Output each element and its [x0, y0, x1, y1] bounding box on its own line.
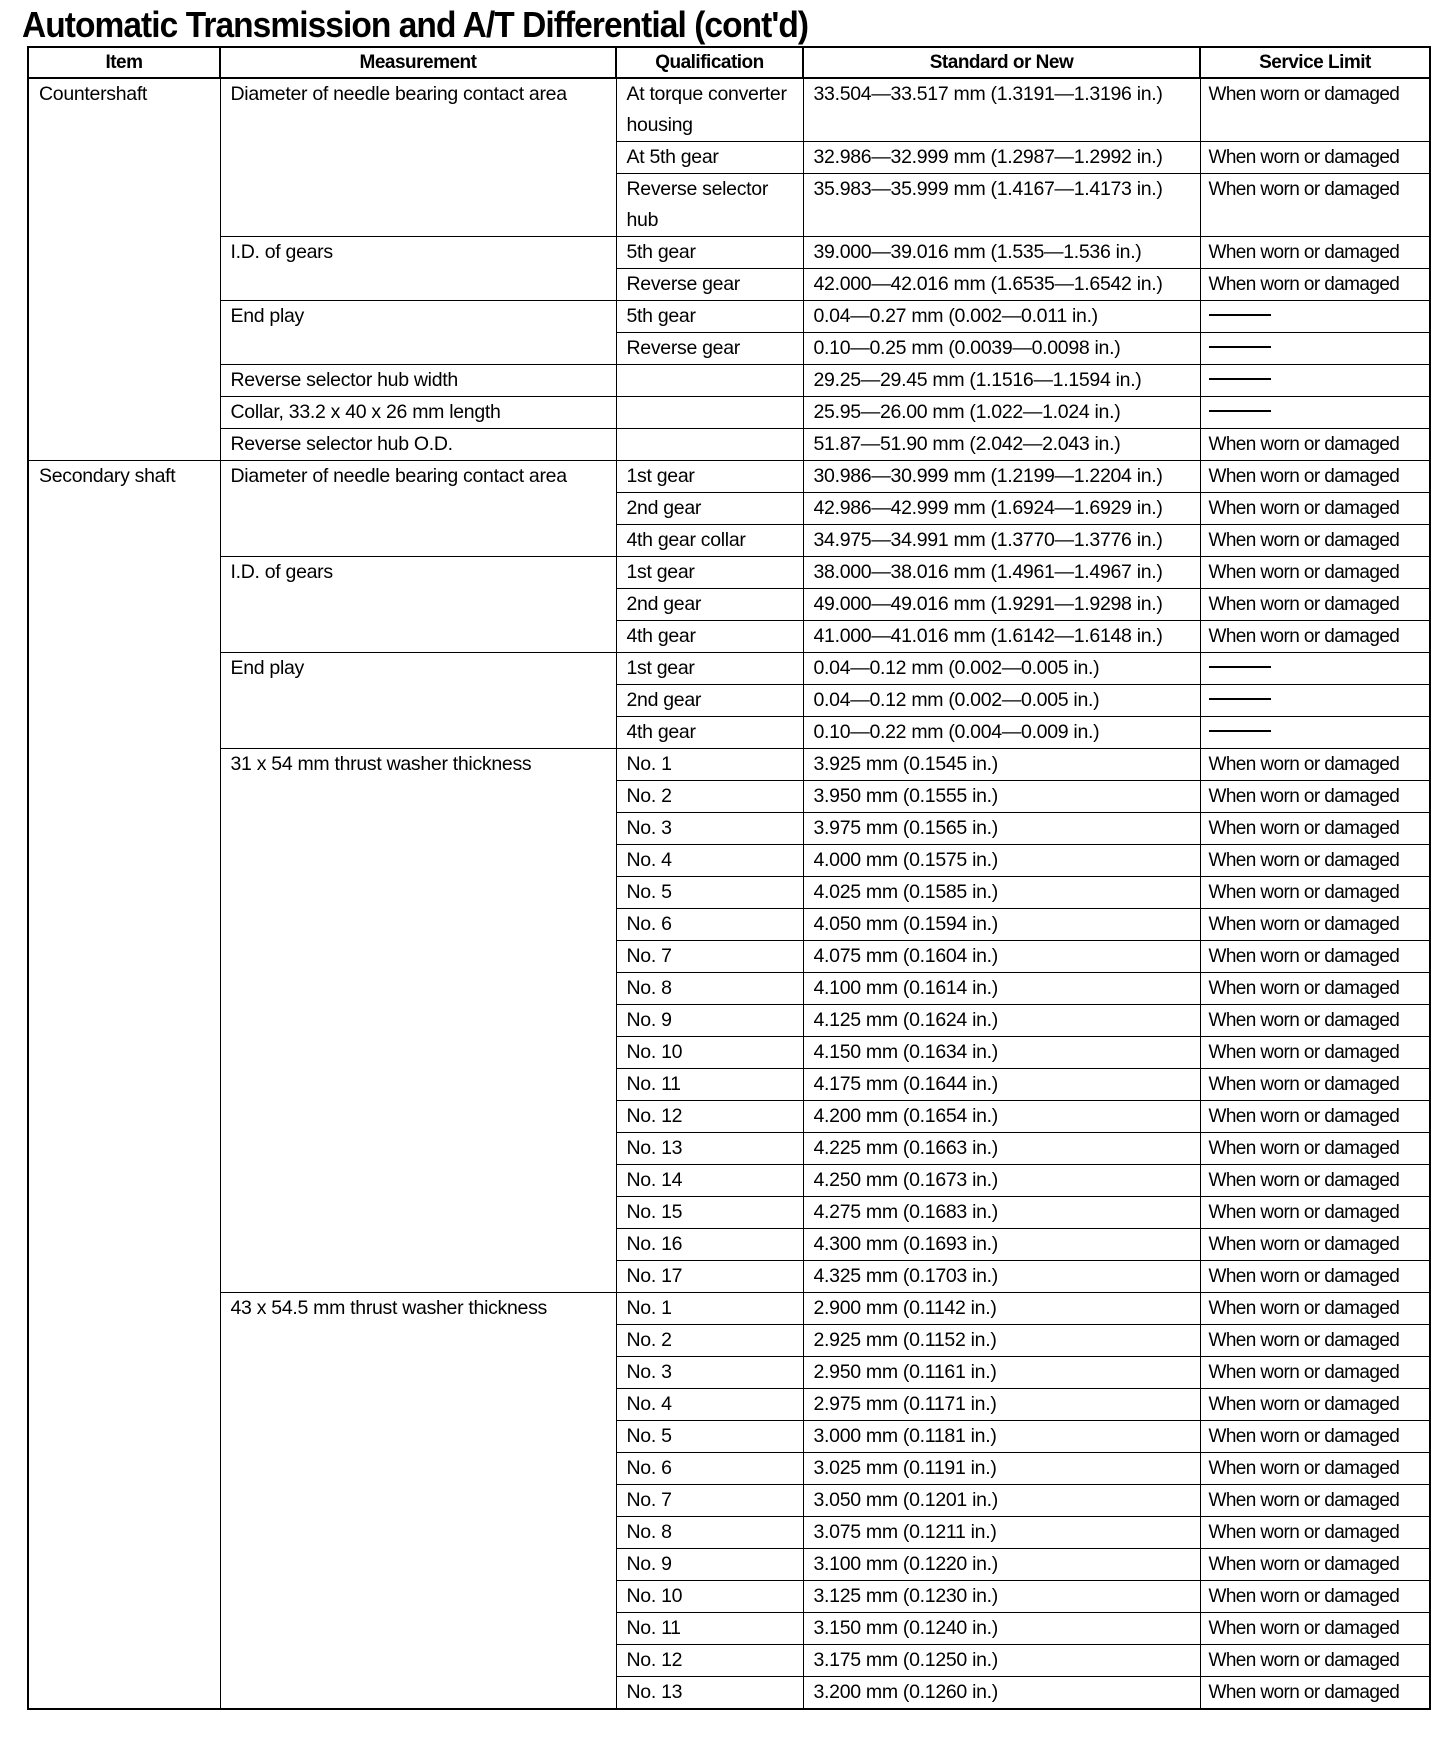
service-limit-cell	[1200, 397, 1430, 429]
qualification-cell: No. 7	[616, 1485, 803, 1517]
service-limit-cell: When worn or damaged	[1200, 909, 1430, 941]
qualification-cell: No. 12	[616, 1645, 803, 1677]
table-row	[28, 365, 1430, 397]
standard-value-cell: 0.10—0.25 mm (0.0039—0.0098 in.)	[803, 333, 1200, 365]
qualification-cell: No. 2	[616, 781, 803, 813]
qualification-cell: No. 1	[616, 749, 803, 781]
standard-value-cell: 4.200 mm (0.1654 in.)	[803, 1101, 1200, 1133]
table-row	[28, 78, 1430, 142]
service-limit-cell: When worn or damaged	[1200, 941, 1430, 973]
service-limit-cell: When worn or damaged	[1200, 1549, 1430, 1581]
page-title: Automatic Transmission and A/T Differential (cont'd)	[22, 4, 809, 45]
qualification-cell: 4th gear	[616, 621, 803, 653]
service-limit-cell	[1200, 365, 1430, 397]
standard-value-cell: 2.950 mm (0.1161 in.)	[803, 1357, 1200, 1389]
standard-value-cell: 35.983—35.999 mm (1.4167—1.4173 in.)	[803, 174, 1200, 237]
service-limit-cell	[1200, 685, 1430, 717]
standard-value-cell: 3.100 mm (0.1220 in.)	[803, 1549, 1200, 1581]
service-limit-cell: When worn or damaged	[1200, 1005, 1430, 1037]
standard-value-cell: 25.95—26.00 mm (1.022—1.024 in.)	[803, 397, 1200, 429]
table-row	[28, 301, 1430, 333]
service-limit-cell: When worn or damaged	[1200, 1197, 1430, 1229]
qualification-cell: No. 10	[616, 1037, 803, 1069]
standard-value-cell: 4.250 mm (0.1673 in.)	[803, 1165, 1200, 1197]
column-header-service-limit: Service Limit	[1200, 47, 1430, 78]
qualification-cell: At torque converter housing	[616, 78, 803, 142]
standard-value-cell: 3.150 mm (0.1240 in.)	[803, 1613, 1200, 1645]
column-header-standard: Standard or New	[803, 47, 1200, 78]
qualification-cell: 5th gear	[616, 301, 803, 333]
not-applicable-dash-icon	[1209, 730, 1271, 732]
qualification-cell: No. 10	[616, 1581, 803, 1613]
service-limit-cell: When worn or damaged	[1200, 1133, 1430, 1165]
qualification-cell: 1st gear	[616, 653, 803, 685]
qualification-cell: 1st gear	[616, 557, 803, 589]
standard-value-cell: 49.000—49.016 mm (1.9291—1.9298 in.)	[803, 589, 1200, 621]
service-limit-cell: When worn or damaged	[1200, 1677, 1430, 1710]
qualification-cell: No. 15	[616, 1197, 803, 1229]
specifications-table	[27, 46, 1431, 1710]
qualification-cell: No. 13	[616, 1133, 803, 1165]
service-limit-cell: When worn or damaged	[1200, 1421, 1430, 1453]
standard-value-cell: 32.986—32.999 mm (1.2987—1.2992 in.)	[803, 142, 1200, 174]
standard-value-cell: 4.275 mm (0.1683 in.)	[803, 1197, 1200, 1229]
qualification-cell: No. 12	[616, 1101, 803, 1133]
column-header-qualification: Qualification	[616, 47, 803, 78]
service-limit-cell: When worn or damaged	[1200, 493, 1430, 525]
service-limit-cell: When worn or damaged	[1200, 1581, 1430, 1613]
standard-value-cell: 4.000 mm (0.1575 in.)	[803, 845, 1200, 877]
standard-value-cell: 0.04—0.12 mm (0.002—0.005 in.)	[803, 653, 1200, 685]
table-body	[28, 78, 1430, 1709]
standard-value-cell: 3.925 mm (0.1545 in.)	[803, 749, 1200, 781]
service-limit-cell: When worn or damaged	[1200, 557, 1430, 589]
table-row	[28, 1293, 1430, 1325]
qualification-cell: Reverse gear	[616, 333, 803, 365]
service-limit-cell: When worn or damaged	[1200, 461, 1430, 493]
service-limit-cell: When worn or damaged	[1200, 78, 1430, 142]
service-limit-cell: When worn or damaged	[1200, 429, 1430, 461]
standard-value-cell: 3.200 mm (0.1260 in.)	[803, 1677, 1200, 1710]
service-limit-cell: When worn or damaged	[1200, 1101, 1430, 1133]
service-limit-cell: When worn or damaged	[1200, 1517, 1430, 1549]
qualification-cell	[616, 365, 803, 397]
standard-value-cell: 3.025 mm (0.1191 in.)	[803, 1453, 1200, 1485]
standard-value-cell: 4.325 mm (0.1703 in.)	[803, 1261, 1200, 1293]
service-limit-cell: When worn or damaged	[1200, 973, 1430, 1005]
qualification-cell: At 5th gear	[616, 142, 803, 174]
table-row	[28, 429, 1430, 461]
qualification-cell: 2nd gear	[616, 685, 803, 717]
service-limit-cell: When worn or damaged	[1200, 589, 1430, 621]
qualification-cell: No. 9	[616, 1549, 803, 1581]
standard-value-cell: 4.100 mm (0.1614 in.)	[803, 973, 1200, 1005]
measurement-cell: Collar, 33.2 x 40 x 26 mm length	[220, 397, 616, 429]
qualification-cell: Reverse selector hub	[616, 174, 803, 237]
service-limit-cell	[1200, 301, 1430, 333]
table-row	[28, 749, 1430, 781]
standard-value-cell: 39.000—39.016 mm (1.535—1.536 in.)	[803, 237, 1200, 269]
qualification-cell: No. 4	[616, 1389, 803, 1421]
qualification-cell: No. 14	[616, 1165, 803, 1197]
qualification-cell: No. 7	[616, 941, 803, 973]
standard-value-cell: 29.25—29.45 mm (1.1516—1.1594 in.)	[803, 365, 1200, 397]
standard-value-cell: 4.150 mm (0.1634 in.)	[803, 1037, 1200, 1069]
qualification-cell: No. 11	[616, 1069, 803, 1101]
standard-value-cell: 3.125 mm (0.1230 in.)	[803, 1581, 1200, 1613]
service-limit-cell: When worn or damaged	[1200, 749, 1430, 781]
column-header-measurement: Measurement	[220, 47, 616, 78]
qualification-cell: No. 6	[616, 909, 803, 941]
service-limit-cell: When worn or damaged	[1200, 1069, 1430, 1101]
standard-value-cell: 3.975 mm (0.1565 in.)	[803, 813, 1200, 845]
standard-value-cell: 51.87—51.90 mm (2.042—2.043 in.)	[803, 429, 1200, 461]
standard-value-cell: 4.050 mm (0.1594 in.)	[803, 909, 1200, 941]
standard-value-cell: 4.300 mm (0.1693 in.)	[803, 1229, 1200, 1261]
measurement-cell: 43 x 54.5 mm thrust washer thickness	[220, 1293, 616, 1710]
standard-value-cell: 42.986—42.999 mm (1.6924—1.6929 in.)	[803, 493, 1200, 525]
table-row	[28, 461, 1430, 493]
service-limit-cell: When worn or damaged	[1200, 1165, 1430, 1197]
qualification-cell: Reverse gear	[616, 269, 803, 301]
service-limit-cell: When worn or damaged	[1200, 1325, 1430, 1357]
standard-value-cell: 3.000 mm (0.1181 in.)	[803, 1421, 1200, 1453]
service-limit-cell: When worn or damaged	[1200, 845, 1430, 877]
service-limit-cell: When worn or damaged	[1200, 1357, 1430, 1389]
service-limit-cell: When worn or damaged	[1200, 1645, 1430, 1677]
header-row	[28, 47, 1430, 78]
service-limit-cell: When worn or damaged	[1200, 174, 1430, 237]
standard-value-cell: 0.04—0.27 mm (0.002—0.011 in.)	[803, 301, 1200, 333]
measurement-cell: Reverse selector hub width	[220, 365, 616, 397]
qualification-cell: No. 11	[616, 1613, 803, 1645]
measurement-cell: I.D. of gears	[220, 557, 616, 653]
item-cell: Secondary shaft	[28, 461, 220, 1710]
service-limit-cell: When worn or damaged	[1200, 877, 1430, 909]
standard-value-cell: 2.975 mm (0.1171 in.)	[803, 1389, 1200, 1421]
qualification-cell	[616, 397, 803, 429]
measurement-cell: End play	[220, 301, 616, 365]
qualification-cell: 1st gear	[616, 461, 803, 493]
qualification-cell: No. 2	[616, 1325, 803, 1357]
standard-value-cell: 4.225 mm (0.1663 in.)	[803, 1133, 1200, 1165]
standard-value-cell: 3.075 mm (0.1211 in.)	[803, 1517, 1200, 1549]
service-limit-cell: When worn or damaged	[1200, 781, 1430, 813]
standard-value-cell: 38.000—38.016 mm (1.4961—1.4967 in.)	[803, 557, 1200, 589]
item-cell: Countershaft	[28, 78, 220, 461]
not-applicable-dash-icon	[1209, 378, 1271, 380]
service-limit-cell: When worn or damaged	[1200, 237, 1430, 269]
qualification-cell	[616, 429, 803, 461]
standard-value-cell: 42.000—42.016 mm (1.6535—1.6542 in.)	[803, 269, 1200, 301]
measurement-cell: End play	[220, 653, 616, 749]
service-limit-cell	[1200, 653, 1430, 685]
qualification-cell: No. 1	[616, 1293, 803, 1325]
standard-value-cell: 4.125 mm (0.1624 in.)	[803, 1005, 1200, 1037]
service-limit-cell: When worn or damaged	[1200, 1229, 1430, 1261]
qualification-cell: No. 6	[616, 1453, 803, 1485]
service-limit-cell: When worn or damaged	[1200, 525, 1430, 557]
standard-value-cell: 2.925 mm (0.1152 in.)	[803, 1325, 1200, 1357]
measurement-cell: Diameter of needle bearing contact area	[220, 78, 616, 237]
standard-value-cell: 3.050 mm (0.1201 in.)	[803, 1485, 1200, 1517]
qualification-cell: No. 4	[616, 845, 803, 877]
standard-value-cell: 4.175 mm (0.1644 in.)	[803, 1069, 1200, 1101]
column-header-item: Item	[28, 47, 220, 78]
qualification-cell: 2nd gear	[616, 493, 803, 525]
measurement-cell: 31 x 54 mm thrust washer thickness	[220, 749, 616, 1293]
service-limit-cell: When worn or damaged	[1200, 813, 1430, 845]
qualification-cell: No. 3	[616, 813, 803, 845]
service-limit-cell: When worn or damaged	[1200, 621, 1430, 653]
service-limit-cell: When worn or damaged	[1200, 1453, 1430, 1485]
not-applicable-dash-icon	[1209, 314, 1271, 316]
standard-value-cell: 33.504—33.517 mm (1.3191—1.3196 in.)	[803, 78, 1200, 142]
service-limit-cell: When worn or damaged	[1200, 1293, 1430, 1325]
standard-value-cell: 41.000—41.016 mm (1.6142—1.6148 in.)	[803, 621, 1200, 653]
service-limit-cell: When worn or damaged	[1200, 142, 1430, 174]
table-row	[28, 397, 1430, 429]
measurement-cell: I.D. of gears	[220, 237, 616, 301]
service-limit-cell: When worn or damaged	[1200, 1485, 1430, 1517]
standard-value-cell: 0.10—0.22 mm (0.004—0.009 in.)	[803, 717, 1200, 749]
service-limit-cell	[1200, 717, 1430, 749]
table-row	[28, 653, 1430, 685]
qualification-cell: No. 5	[616, 877, 803, 909]
measurement-cell: Diameter of needle bearing contact area	[220, 461, 616, 557]
qualification-cell: 4th gear collar	[616, 525, 803, 557]
qualification-cell: No. 16	[616, 1229, 803, 1261]
standard-value-cell: 30.986—30.999 mm (1.2199—1.2204 in.)	[803, 461, 1200, 493]
not-applicable-dash-icon	[1209, 410, 1271, 412]
standard-value-cell: 3.175 mm (0.1250 in.)	[803, 1645, 1200, 1677]
table-row	[28, 237, 1430, 269]
service-limit-cell: When worn or damaged	[1200, 269, 1430, 301]
qualification-cell: No. 8	[616, 973, 803, 1005]
qualification-cell: No. 13	[616, 1677, 803, 1710]
service-limit-cell	[1200, 333, 1430, 365]
standard-value-cell: 34.975—34.991 mm (1.3770—1.3776 in.)	[803, 525, 1200, 557]
standard-value-cell: 4.075 mm (0.1604 in.)	[803, 941, 1200, 973]
service-limit-cell: When worn or damaged	[1200, 1613, 1430, 1645]
qualification-cell: No. 9	[616, 1005, 803, 1037]
service-limit-cell: When worn or damaged	[1200, 1037, 1430, 1069]
table-row	[28, 557, 1430, 589]
not-applicable-dash-icon	[1209, 698, 1271, 700]
qualification-cell: 5th gear	[616, 237, 803, 269]
qualification-cell: No. 3	[616, 1357, 803, 1389]
not-applicable-dash-icon	[1209, 346, 1271, 348]
qualification-cell: No. 5	[616, 1421, 803, 1453]
qualification-cell: 4th gear	[616, 717, 803, 749]
standard-value-cell: 3.950 mm (0.1555 in.)	[803, 781, 1200, 813]
standard-value-cell: 2.900 mm (0.1142 in.)	[803, 1293, 1200, 1325]
standard-value-cell: 0.04—0.12 mm (0.002—0.005 in.)	[803, 685, 1200, 717]
qualification-cell: No. 8	[616, 1517, 803, 1549]
not-applicable-dash-icon	[1209, 666, 1271, 668]
standard-value-cell: 4.025 mm (0.1585 in.)	[803, 877, 1200, 909]
qualification-cell: 2nd gear	[616, 589, 803, 621]
measurement-cell: Reverse selector hub O.D.	[220, 429, 616, 461]
service-limit-cell: When worn or damaged	[1200, 1389, 1430, 1421]
qualification-cell: No. 17	[616, 1261, 803, 1293]
service-limit-cell: When worn or damaged	[1200, 1261, 1430, 1293]
